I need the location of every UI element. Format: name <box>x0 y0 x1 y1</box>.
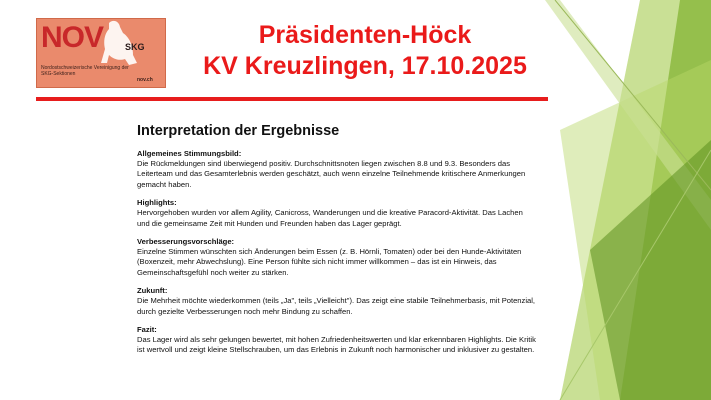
section-verbesserungen <box>137 237 537 278</box>
green-line-2 <box>560 150 711 400</box>
section-stimmungsbild <box>137 149 537 190</box>
section-zukunft <box>137 286 537 317</box>
section-title: Allgemeines Stimmungsbild: <box>137 149 242 158</box>
green-stripe-4 <box>545 0 711 230</box>
title-line-2: KV Kreuzlingen, 17.10.2025 <box>203 52 527 80</box>
green-stripe-5 <box>590 140 711 400</box>
slide-title <box>175 20 555 82</box>
section-title: Highlights: <box>137 198 177 208</box>
section-body: Das Lager wird als sehr gelungen bewertet, mit hohen Zufriedenheitswerten und klar erkennbaren Highlights. Die Kritik ist wertvoll und zeigt kleine Stellschrauben, um das Erlebnis in Zukunft noch harmonischer und inklusiver zu gestalten. <box>137 335 536 355</box>
section-highlights <box>137 198 537 229</box>
section-title: Verbesserungsvorschläge: <box>137 237 235 247</box>
content-area <box>137 123 537 364</box>
section-body: Hervorgehoben wurden vor allem Agility, Canicross, Wanderungen und die kreative Paracord-Aktivität. Das Lachen und die gemeinsame Zeit mit Hunden und Freunden haben das Lager geprägt. <box>137 208 523 228</box>
green-stripe-1 <box>560 0 711 400</box>
green-line-1 <box>555 0 711 190</box>
logo-mark: NOV <box>41 21 104 54</box>
title-divider <box>36 97 548 101</box>
logo-org: SKG <box>125 42 145 52</box>
content-heading: Interpretation der Ergebnisse <box>137 123 340 139</box>
nov-logo <box>36 18 166 88</box>
section-body: Die Mehrheit möchte wiederkommen (teils „Ja", teils „Vielleicht"). Das zeigt eine stabile Teilnehmerbasis, mit Potenzial, durch gezielte Verbesserungen noch mehr Bindung zu schaffen. <box>137 296 536 316</box>
logo-site: nov.ch <box>137 77 153 83</box>
logo-subtitle: Nordostschweizerische Vereinigung der SKG-Sektionen <box>41 65 129 77</box>
section-fazit <box>137 325 537 356</box>
title-line-1: Präsidenten-Höck <box>258 21 472 49</box>
section-body: Einzelne Stimmen wünschten sich Änderungen beim Essen (z. B. Hörnli, Tomaten) oder bei den Hunde-Aktivitäten (Boxenzeit, mehr Abwechslung). Eine Person fühlte sich nicht immer willkommen – das ist ein Hinweis, das Gemeinschaftsgefühl noch weiter zu stärken. <box>137 247 522 277</box>
green-stripe-3 <box>560 60 711 400</box>
section-title: Zukunft: <box>137 286 168 296</box>
section-body: Die Rückmeldungen sind überwiegend positiv. Durchschnittsnoten liegen zwischen 8.8 und 9.3. Besonders das Leiterteam und das Gesamterlebnis werden geschätzt, auch wenn einzelne Teilnehmende kritischere Anmerkungen gemacht haben. <box>137 159 526 189</box>
green-stripe-2 <box>620 0 711 400</box>
section-title: Fazit: <box>137 325 157 335</box>
